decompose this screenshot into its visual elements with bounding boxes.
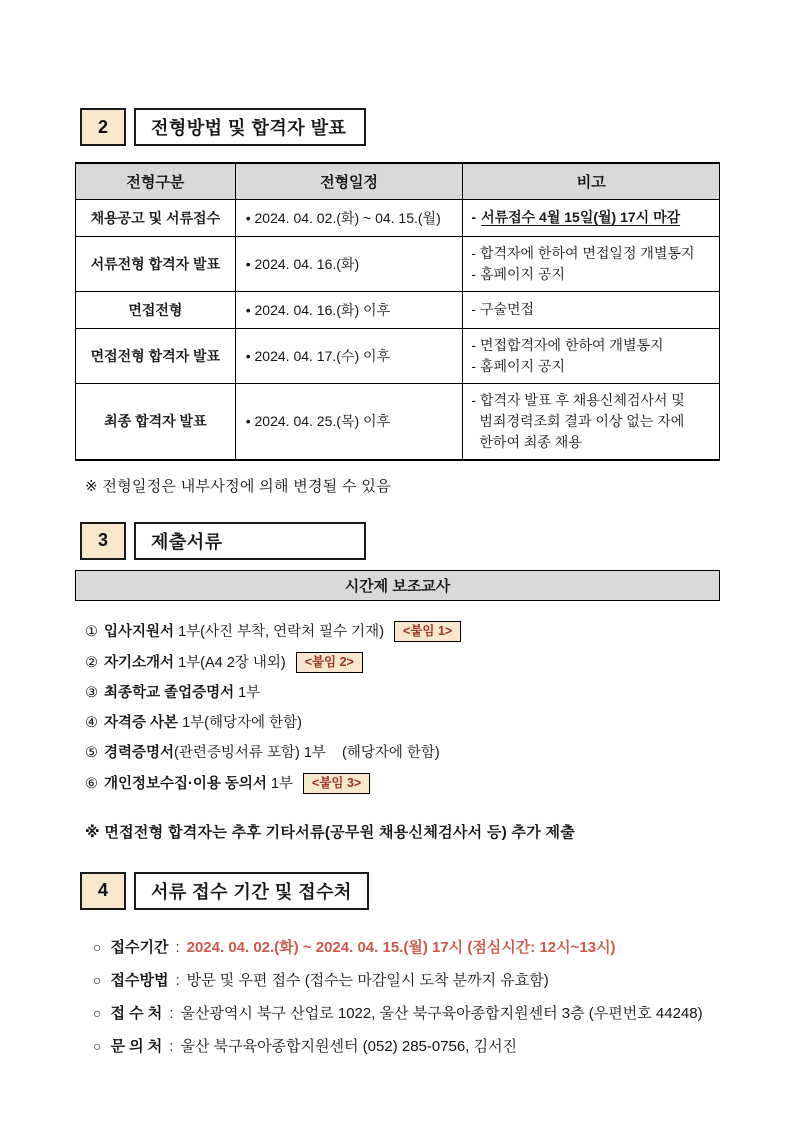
doc-name: 개인정보수집·이용 동의서 [104, 775, 267, 792]
circled-number: ② [85, 654, 98, 671]
table-row [76, 383, 720, 460]
circle-bullet: ○ [93, 938, 102, 955]
dash: - [471, 209, 477, 225]
list-item [93, 1002, 723, 1025]
deadline-text: 서류접수 4월 15일(월) 17시 마감 [481, 209, 681, 225]
table-row [76, 236, 720, 291]
section-4-title: 서류 접수 기간 및 접수처 [134, 872, 369, 910]
selection-schedule-table [75, 162, 720, 461]
table-row [76, 291, 720, 328]
section-2-title: 전형방법 및 합격자 발표 [134, 108, 366, 146]
separator: : [175, 971, 180, 989]
reception-period-value: 2024. 04. 02.(화) ~ 2024. 04. 15.(월) 17시 (점심시간: 12시~13시) [186, 938, 616, 956]
remark-line: - 면접합격자에 한하여 개별통지 [471, 336, 664, 353]
section-4-number-badge: 4 [80, 872, 126, 910]
remark-line: - 홈페이지 공지 [471, 357, 565, 374]
additional-docs-note: ※ 면접전형 합격자는 추후 기타서류(공무원 채용신체검사서 등) 추가 제출 [85, 823, 576, 841]
section-3-number-badge: 3 [80, 522, 126, 560]
doc-detail: 1부(사진 부착, 연락처 필수 기재) [174, 623, 385, 640]
section-3-title: 제출서류 [134, 522, 366, 560]
circled-number: ① [85, 623, 98, 640]
remarks-cell [463, 236, 720, 291]
remarks-cell [463, 199, 720, 236]
remarks-cell [463, 328, 720, 383]
section-4-header [80, 872, 723, 910]
column-header-category: 전형구분 [76, 163, 236, 199]
column-header-remarks: 비고 [463, 163, 720, 199]
table-header-row [76, 163, 720, 199]
reception-contact-value: 울산 북구육아종합지원센터 (052) 285-0756, 김서진 [180, 1037, 518, 1055]
remark-line: 한하여 최종 채용 [479, 433, 582, 450]
circle-bullet: ○ [93, 1004, 102, 1021]
doc-detail: 1부 [234, 684, 261, 701]
reception-label: 접수방법 [110, 971, 169, 989]
doc-detail: 1부(해당자에 한함) [178, 714, 302, 731]
reception-info-list [93, 936, 723, 1058]
doc-name: 입사지원서 [104, 623, 175, 640]
reception-label: 접 수 처 [110, 1004, 163, 1022]
circle-bullet: ○ [93, 971, 102, 988]
reception-label: 문 의 처 [110, 1037, 163, 1055]
list-item [85, 743, 723, 764]
list-item [85, 621, 723, 643]
reception-label: 접수기간 [110, 938, 169, 956]
remark-line: 범죄경력조회 결과 이상 없는 자에 [479, 412, 685, 429]
section-2-number-badge: 2 [80, 108, 126, 146]
category-cell: 최종 합격자 발표 [76, 383, 236, 460]
column-header-schedule: 전형일정 [235, 163, 463, 199]
section-3-header [80, 522, 723, 560]
remark-line: - 합격자에 한하여 면접일정 개별통지 [471, 244, 695, 261]
remark-line: - 합격자 발표 후 채용신체검사서 및 [471, 391, 685, 408]
circle-bullet: ○ [93, 1037, 102, 1054]
schedule-cell: • 2024. 04. 25.(목) 이후 [235, 383, 463, 460]
table-row [76, 328, 720, 383]
schedule-change-note: ※ 전형일정은 내부사정에 의해 변경될 수 있음 [85, 477, 391, 495]
list-item [93, 1035, 723, 1058]
separator: : [169, 1004, 174, 1022]
schedule-cell: • 2024. 04. 16.(화) 이후 [235, 291, 463, 328]
circled-number: ④ [85, 714, 98, 731]
document-list [85, 621, 723, 795]
schedule-cell: • 2024. 04. 17.(수) 이후 [235, 328, 463, 383]
list-item [85, 773, 723, 795]
category-cell: 면접전형 합격자 발표 [76, 328, 236, 383]
attachment-badge: <붙임 3> [303, 773, 370, 794]
attachment-badge: <붙임 1> [394, 621, 461, 642]
doc-detail: (관련증빙서류 포함) 1부 (해당자에 한함) [174, 744, 440, 761]
circled-number: ⑥ [85, 775, 98, 792]
circled-number: ⑤ [85, 744, 98, 761]
list-item [93, 969, 723, 992]
job-type-banner: 시간제 보조교사 [75, 570, 720, 601]
separator: : [175, 938, 180, 956]
table-row [76, 199, 720, 236]
list-item [85, 652, 723, 674]
remarks-cell [463, 383, 720, 460]
list-item [85, 683, 723, 704]
category-cell: 면접전형 [76, 291, 236, 328]
reception-method-value: 방문 및 우편 접수 (접수는 마감일시 도착 분까지 유효함) [186, 971, 549, 989]
doc-name: 경력증명서 [104, 744, 175, 761]
section-2-header [80, 108, 723, 146]
list-item [93, 936, 723, 959]
attachment-badge: <붙임 2> [296, 652, 363, 673]
doc-name: 최종학교 졸업증명서 [104, 684, 235, 701]
doc-name: 자격증 사본 [104, 714, 179, 731]
list-item [85, 713, 723, 734]
remark-line: - 구술면접 [471, 301, 535, 317]
doc-detail: 1부 [266, 775, 294, 792]
category-cell: 채용공고 및 서류접수 [76, 199, 236, 236]
doc-detail: 1부(A4 2장 내외) [174, 654, 286, 671]
separator: : [169, 1037, 174, 1055]
schedule-cell: • 2024. 04. 16.(화) [235, 236, 463, 291]
remarks-cell [463, 291, 720, 328]
remark-line: - 홈페이지 공지 [471, 265, 565, 282]
reception-address-value: 울산광역시 북구 산업로 1022, 울산 북구육아종합지원센터 3층 (우편번호 44248) [180, 1004, 703, 1022]
schedule-cell: • 2024. 04. 02.(화) ~ 04. 15.(월) [235, 199, 463, 236]
circled-number: ③ [85, 684, 98, 701]
category-cell: 서류전형 합격자 발표 [76, 236, 236, 291]
doc-name: 자기소개서 [104, 654, 175, 671]
